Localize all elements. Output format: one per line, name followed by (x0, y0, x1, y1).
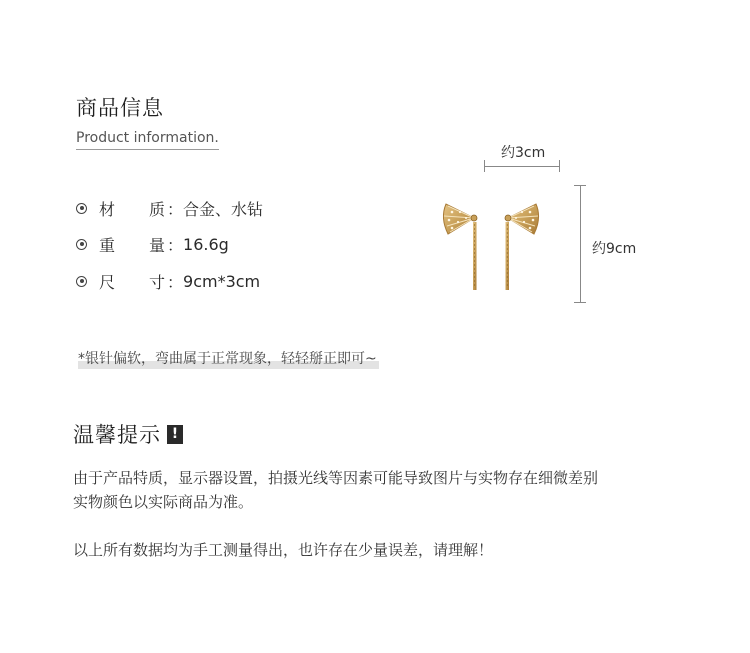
section-title-warm-tip (73, 419, 183, 449)
disclaimer-line-2: 实物颜色以实际商品为准。 (73, 493, 254, 511)
spec-row-weight (76, 233, 229, 255)
spec-row-size (76, 270, 260, 292)
section-subtitle: Product information. (76, 130, 219, 150)
section-title-product-info: 商品信息 (76, 96, 164, 120)
height-dimension-line (574, 185, 586, 303)
right-earring (505, 204, 539, 290)
bullet-icon (76, 203, 87, 214)
spec-colon: ： (167, 199, 184, 219)
spec-value: 合金、水钻 (183, 199, 264, 219)
care-note: *银针偏软，弯曲属于正常现象，轻轻掰正即可~ (78, 348, 379, 369)
left-earring (443, 204, 477, 290)
spec-colon: ： (167, 235, 184, 255)
bullet-icon (76, 239, 87, 250)
width-dimension-line (484, 160, 560, 172)
earrings-image (438, 190, 544, 296)
spec-value: 16.6g (183, 234, 229, 254)
exclamation-icon: ! (167, 425, 183, 444)
disclaimer-line-1: 由于产品特质，显示器设置，拍摄光线等因素可能导致图片与实物存在细微差别 (73, 469, 599, 487)
spec-label: 材 质 (99, 199, 165, 219)
measurement-note: 以上所有数据均为手工测量得出，也许存在少量误差，请理解！ (73, 541, 494, 559)
spec-colon: ： (167, 272, 184, 292)
spec-row-material (76, 197, 263, 219)
width-dimension-label: 约3cm (501, 145, 546, 161)
bullet-icon (76, 276, 87, 287)
spec-label: 尺 寸 (99, 272, 165, 292)
height-dimension-label: 约9cm (592, 241, 637, 257)
spec-label: 重 量 (99, 235, 165, 255)
warm-tip-title-text: 温馨提示 (73, 423, 161, 447)
spec-value: 9cm*3cm (183, 271, 261, 291)
